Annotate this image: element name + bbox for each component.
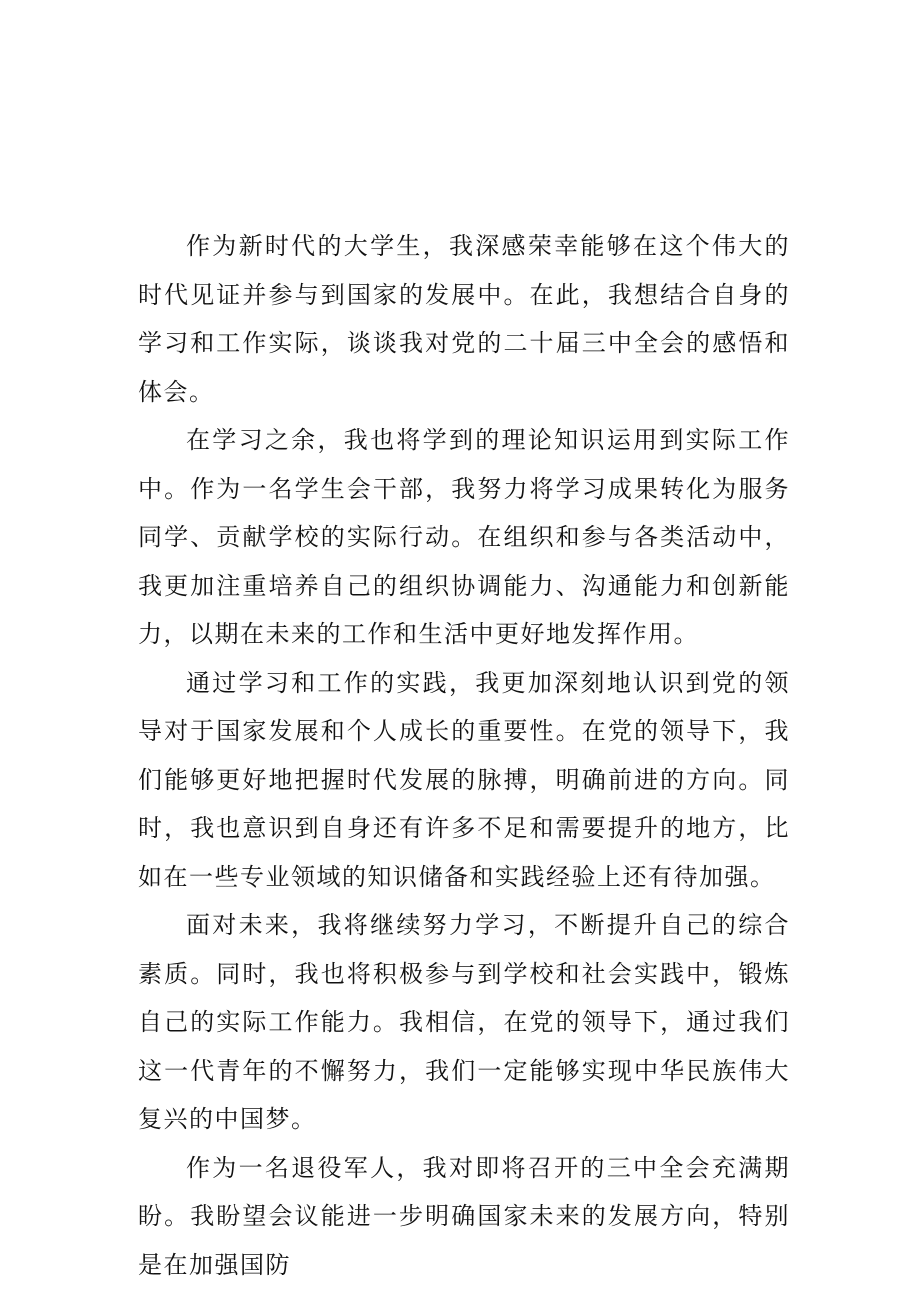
document-body: [138, 222, 790, 1289]
paragraph-1: 作为新时代的大学生，我深感荣幸能够在这个伟大的时代见证并参与到国家的发展中。在此，我想结合自身的学习和工作实际，谈谈我对党的二十届三中全会的感悟和体会。: [138, 232, 790, 406]
paragraph-4: 面对未来，我将继续努力学习，不断提升自己的综合素质。同时，我也将积极参与到学校和社会实践中，锻炼自己的实际工作能力。我相信，在党的领导下，通过我们这一代青年的不懈努力，我们一定能够实现中华民族伟大复兴的中国梦。: [138, 911, 790, 1133]
paragraph-2: 在学习之余，我也将学到的理论知识运用到实际工作中。作为一名学生会干部，我努力将学习成果转化为服务同学、贡献学校的实际行动。在组织和参与各类活动中，我更加注重培养自己的组织协调能力、沟通能力和创新能力，以期在未来的工作和生活中更好地发挥作用。: [138, 426, 790, 648]
paragraph-3: 通过学习和工作的实践，我更加深刻地认识到党的领导对于国家发展和个人成长的重要性。在党的领导下，我们能够更好地把握时代发展的脉搏，明确前进的方向。同时，我也意识到自身还有许多不足和需要提升的地方，比如在一些专业领域的知识储备和实践经验上还有待加强。: [138, 668, 790, 891]
paragraph-5: 作为一名退役军人，我对即将召开的三中全会充满期盼。我盼望会议能进一步明确国家未来的发展方向，特别是在加强国防: [138, 1153, 790, 1279]
